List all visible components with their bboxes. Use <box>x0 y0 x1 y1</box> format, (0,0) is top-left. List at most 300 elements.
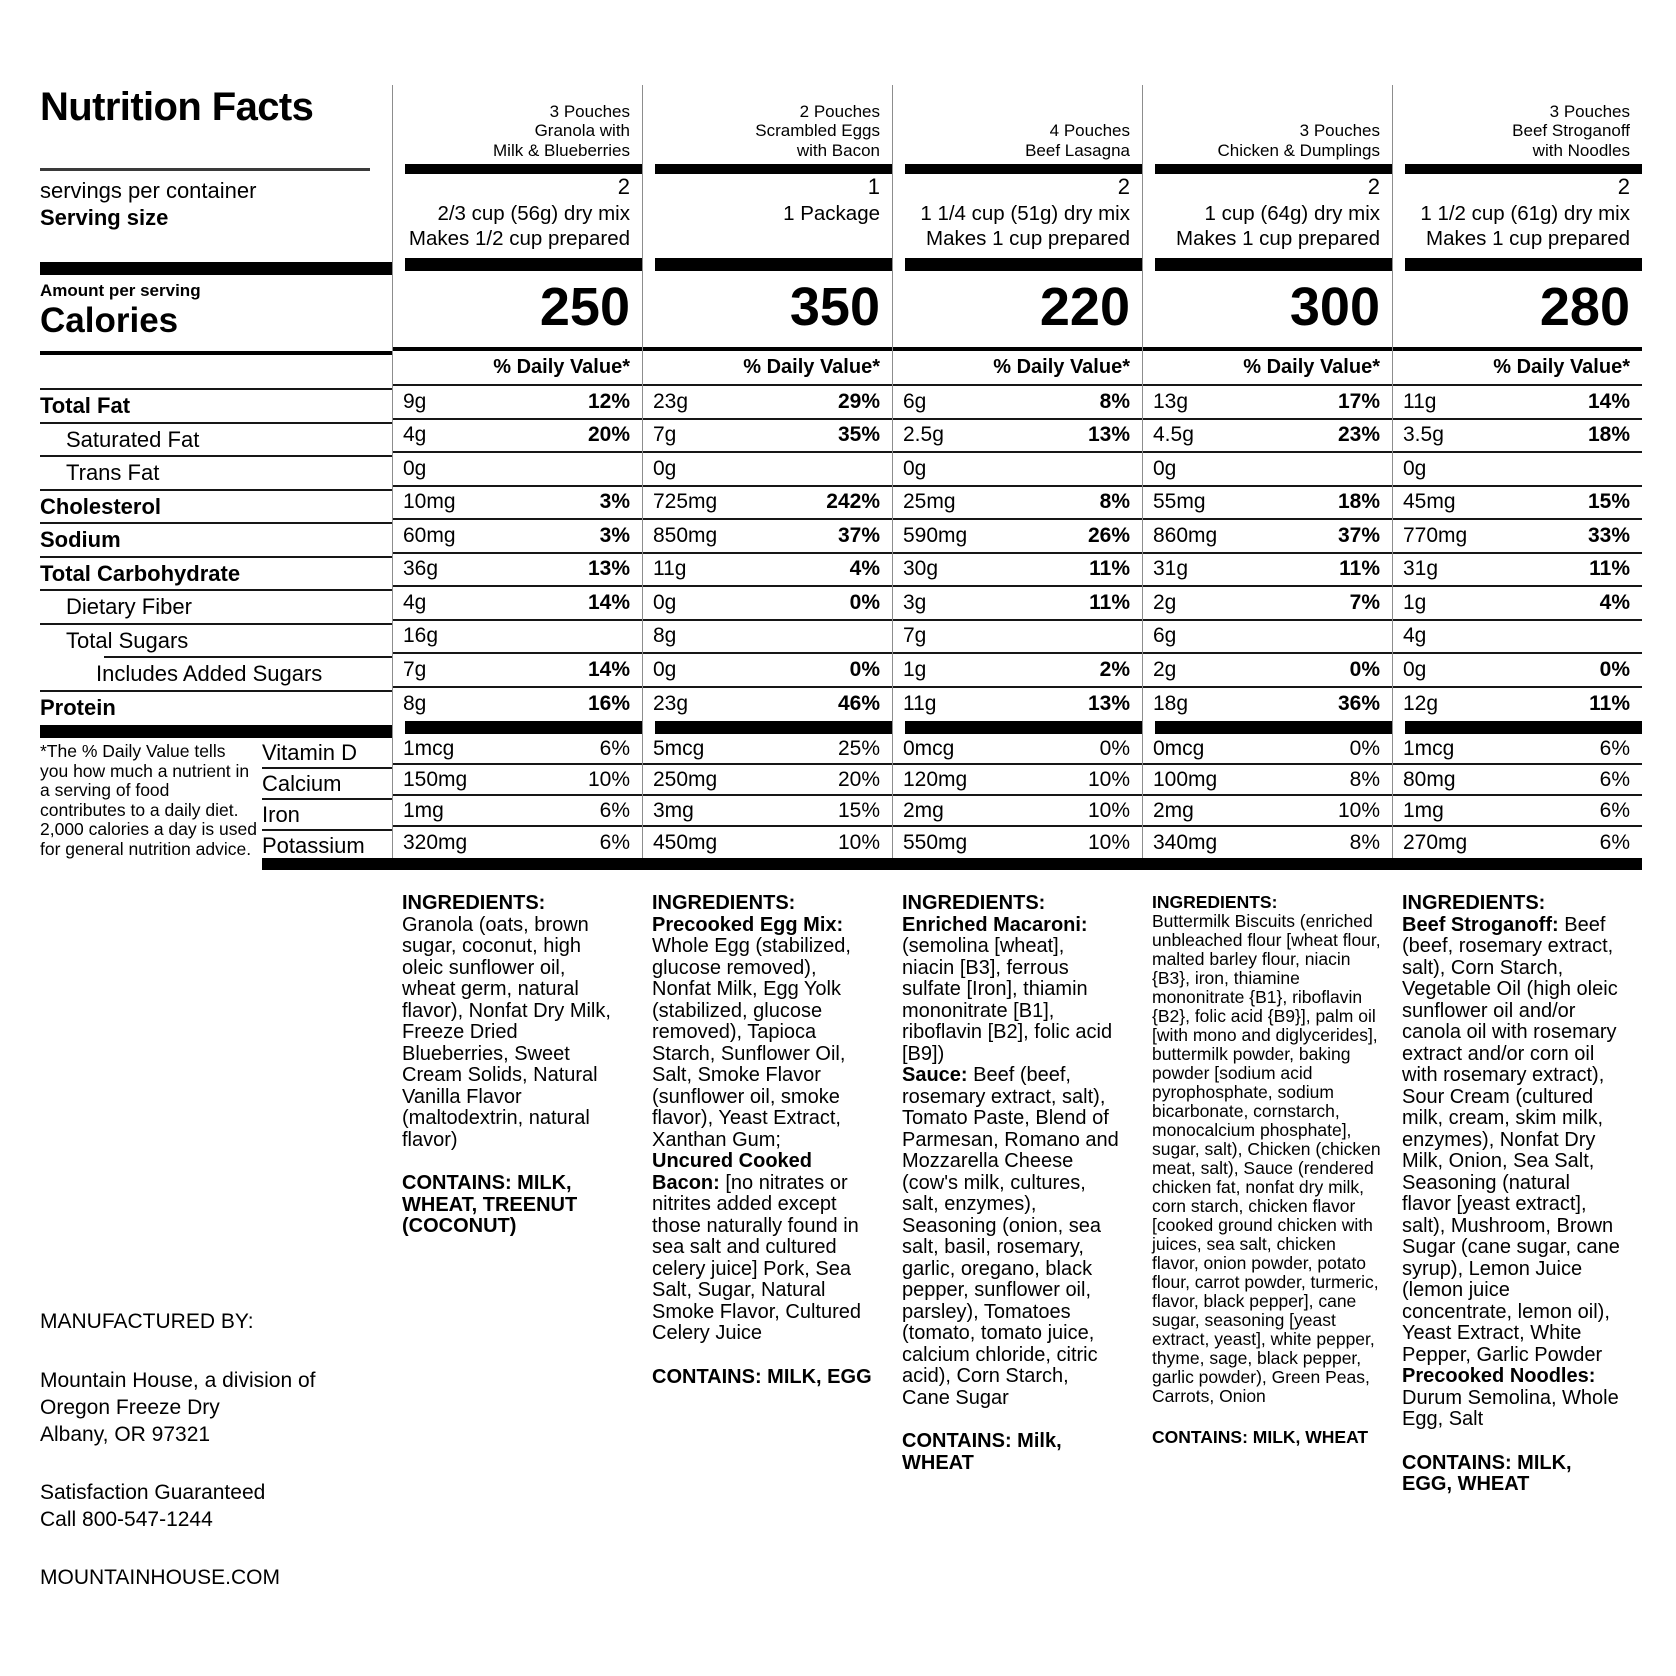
calories-value: 300 <box>1289 277 1380 337</box>
ingredient-list-text: Beef (beef, rosemary extract, salt), Corn Starch, Vegetable Oil (high oleic sunflower oil and/or canola oil with rosemary extract and/or corn oil with rosemary extract), Sour Cream (cultured milk, cream, skim milk, enzymes), Nonfat Dry Milk, Onion, Sea Salt, Seasoning (natural flavor [yeast extract], salt), Mushroom, Brown Sugar (cane sugar, cane syrup), Lemon Juice (lemon juice concentrate, lemon oil), Yeast Extract, White Pepper, Garlic Powder <box>1402 913 1620 1366</box>
product-name-line: 2 Pouches <box>799 101 880 121</box>
ingredients-text <box>902 915 1122 1410</box>
row-vitamin-d <box>1393 734 1642 765</box>
sodium-amount: 770mg <box>1403 523 1468 547</box>
row-total-carbohydrate <box>1143 554 1392 588</box>
product-name-line: Scrambled Eggs <box>755 121 880 140</box>
protein-dv: 13% <box>1087 692 1130 716</box>
vitamin-d-amount: 1mcg <box>1403 736 1455 760</box>
row-total-sugars <box>643 621 892 655</box>
protein-amount: 12g <box>1403 692 1439 716</box>
serving-size-line: Makes 1 cup prepared <box>926 227 1130 250</box>
row-protein <box>643 688 892 722</box>
thick-bar <box>1155 258 1392 271</box>
product-name-line: with Noodles <box>1532 140 1630 160</box>
row-sodium <box>393 520 642 554</box>
allergen-contains: CONTAINS: Milk, WHEAT <box>902 1430 1062 1474</box>
row-iron <box>1143 796 1392 827</box>
total-sugars-amount: 8g <box>653 624 677 648</box>
calories-label: Calories <box>40 301 179 340</box>
row-vitamin-d <box>1143 734 1392 765</box>
trans-fat-amount: 0g <box>903 456 927 480</box>
ingredients-block-beef-stroganoff <box>1392 893 1642 1496</box>
ingredient-list-text: Durum Semolina, Whole Egg, Salt <box>1402 1386 1619 1430</box>
allergen-contains: CONTAINS: MILK, EGG, WHEAT <box>1402 1451 1572 1495</box>
total-fat-dv: 17% <box>1337 389 1380 413</box>
sodium-dv: 26% <box>1087 523 1130 547</box>
row-total-carbohydrate <box>893 554 1142 588</box>
dietary-fiber-amount: 4g <box>403 590 427 614</box>
product-name-line: Granola with <box>534 121 630 140</box>
sodium-amount: 860mg <box>1153 523 1218 547</box>
satisfaction-line: Satisfaction Guaranteed <box>40 1481 266 1504</box>
total-carbohydrate-amount: 31g <box>1153 557 1189 581</box>
cholesterol-dv: 15% <box>1587 490 1630 514</box>
potassium-dv: 6% <box>599 830 630 854</box>
website-link: MOUNTAINHOUSE.COM <box>40 1566 280 1589</box>
nutrient-label-total-carbohydrate: Total Carbohydrate <box>40 558 392 592</box>
product-name-line: 3 Pouches <box>549 101 630 121</box>
product-name <box>393 85 642 164</box>
row-potassium <box>1143 827 1392 858</box>
row-protein <box>893 688 1142 722</box>
nutrition-table <box>40 85 1642 870</box>
iron-dv: 10% <box>1087 798 1130 822</box>
cholesterol-dv: 3% <box>599 490 630 514</box>
product-column-chicken-dumplings <box>1142 85 1392 858</box>
product-name <box>1143 85 1392 164</box>
row-cholesterol <box>393 487 642 521</box>
cholesterol-amount: 55mg <box>1153 490 1206 514</box>
row-calcium <box>643 765 892 796</box>
protein-amount: 23g <box>653 692 689 716</box>
dietary-fiber-amount: 1g <box>1403 590 1427 614</box>
row-total-carbohydrate <box>1393 554 1642 588</box>
row-added-sugars <box>1143 654 1392 688</box>
sodium-amount: 590mg <box>903 523 968 547</box>
total-carbohydrate-dv: 4% <box>849 557 880 581</box>
ingredient-component-heading: Uncured Cooked Bacon: <box>652 1150 813 1194</box>
row-saturated-fat <box>1143 420 1392 454</box>
protein-dv: 16% <box>587 692 630 716</box>
row-protein <box>1143 688 1392 722</box>
thick-bar <box>905 721 1142 734</box>
row-sodium <box>1143 520 1392 554</box>
product-name-line: 3 Pouches <box>1549 101 1630 121</box>
vitamin-d-dv: 6% <box>1599 736 1630 760</box>
saturated-fat-amount: 7g <box>653 423 677 447</box>
dietary-fiber-dv: 4% <box>1599 590 1630 614</box>
servings-count: 2 <box>1617 174 1630 199</box>
iron-dv: 10% <box>1337 798 1380 822</box>
row-added-sugars <box>1393 654 1642 688</box>
row-trans-fat <box>1393 453 1642 487</box>
label-column <box>40 85 392 858</box>
row-potassium <box>893 827 1142 858</box>
header-bar-row <box>643 164 892 174</box>
servings-per-container-label: servings per container <box>40 178 257 203</box>
iron-amount: 3mg <box>653 798 694 822</box>
calories-heading-cell <box>40 275 392 351</box>
potassium-amount: 450mg <box>653 830 718 854</box>
calcium-dv: 8% <box>1349 767 1380 791</box>
row-cholesterol <box>893 487 1142 521</box>
header-bar-row <box>1393 164 1642 174</box>
ingredients-heading: INGREDIENTS: <box>652 892 796 914</box>
calories-value: 280 <box>1539 277 1630 337</box>
row-saturated-fat <box>643 420 892 454</box>
thick-bar <box>1155 164 1392 174</box>
dietary-fiber-dv: 0% <box>849 590 880 614</box>
thick-bar <box>40 262 392 275</box>
daily-value-header-spacer <box>40 355 392 390</box>
serving-size-label: Serving size <box>40 205 169 230</box>
serving-size-line: 1 1/4 cup (51g) dry mix <box>920 202 1130 225</box>
iron-dv: 6% <box>1599 798 1630 822</box>
serving-size-line: 2/3 cup (56g) dry mix <box>437 202 630 225</box>
total-fat-amount: 13g <box>1153 389 1189 413</box>
vitamin-label-potassium: Potassium <box>262 833 365 858</box>
daily-value-header: % Daily Value* <box>1143 351 1392 386</box>
product-column-scrambled-eggs-bacon <box>642 85 892 858</box>
ingredients-block-granola-milk-blueberries <box>392 893 642 1496</box>
potassium-dv: 10% <box>837 830 880 854</box>
cholesterol-amount: 10mg <box>403 490 456 514</box>
saturated-fat-amount: 3.5g <box>1403 423 1444 447</box>
header-bar-row <box>1143 164 1392 174</box>
row-total-fat <box>1393 386 1642 420</box>
nutrient-label-cholesterol: Cholesterol <box>40 491 392 525</box>
ingredient-list-text: Beef (beef, rosemary extract, salt), Tomato Paste, Blend of Parmesan, Romano and Mozzarella Cheese (cow's milk, cultures, salt, enzymes), Seasoning (onion, sea salt, basil, rosemary, garlic, oregano, black pepper, sunflower oil, parsley), Tomatoes (tomato, tomato juice, calcium chloride, citric acid), Corn Starch, Cane Sugar <box>902 1064 1119 1409</box>
ingredients-heading: INGREDIENTS: <box>902 892 1046 914</box>
total-fat-dv: 12% <box>587 389 630 413</box>
total-carbohydrate-amount: 30g <box>903 557 939 581</box>
manufacturer-city: Albany, OR 97321 <box>40 1423 211 1446</box>
added-sugars-dv: 0% <box>1349 657 1380 681</box>
total-fat-amount: 11g <box>1403 389 1437 413</box>
calcium-dv: 6% <box>1599 767 1630 791</box>
row-sodium <box>643 520 892 554</box>
vitamin-d-amount: 0mcg <box>1153 736 1205 760</box>
row-dietary-fiber <box>393 587 642 621</box>
thick-bar <box>1405 164 1642 174</box>
vitamin-label-area <box>40 738 392 862</box>
row-dietary-fiber <box>893 587 1142 621</box>
dietary-fiber-amount: 3g <box>903 590 927 614</box>
row-total-sugars <box>1393 621 1642 655</box>
saturated-fat-dv: 18% <box>1587 423 1630 447</box>
row-potassium <box>393 827 642 858</box>
allergen-contains: CONTAINS: MILK, WHEAT, TREENUT (COCONUT) <box>402 1172 578 1237</box>
potassium-dv: 8% <box>1349 830 1380 854</box>
ingredients-text <box>652 915 872 1345</box>
servings-count: 2 <box>1367 174 1380 199</box>
servings-count: 1 <box>867 174 880 199</box>
protein-thick-bar-row <box>40 725 392 738</box>
vitamin-d-amount: 0mcg <box>903 736 955 760</box>
calories-value: 220 <box>1039 277 1130 337</box>
total-sugars-amount: 16g <box>403 624 439 648</box>
total-carbohydrate-amount: 31g <box>1403 557 1439 581</box>
calcium-amount: 150mg <box>403 767 468 791</box>
thick-bar-row <box>643 721 892 734</box>
row-vitamin-d <box>643 734 892 765</box>
row-protein <box>1393 688 1642 722</box>
product-column-beef-stroganoff <box>1392 85 1642 858</box>
row-cholesterol <box>1393 487 1642 521</box>
nutrient-label-sodium: Sodium <box>40 524 392 558</box>
saturated-fat-amount: 2.5g <box>903 423 944 447</box>
total-carbohydrate-dv: 11% <box>1339 557 1380 581</box>
iron-dv: 6% <box>599 798 630 822</box>
cholesterol-amount: 725mg <box>653 490 718 514</box>
calories-bar-row <box>1393 258 1642 271</box>
potassium-amount: 320mg <box>403 830 468 854</box>
iron-amount: 1mg <box>1403 798 1444 822</box>
potassium-amount: 550mg <box>903 830 968 854</box>
thick-bar <box>1155 721 1392 734</box>
nutrient-label-added-sugars: Includes Added Sugars <box>40 658 392 692</box>
serving-size-line: 1 1/2 cup (61g) dry mix <box>1420 202 1630 225</box>
row-added-sugars <box>893 654 1142 688</box>
title-rule <box>40 168 370 171</box>
row-total-sugars <box>1143 621 1392 655</box>
row-total-fat <box>1143 386 1392 420</box>
vitamin-label-calcium: Calcium <box>262 769 392 800</box>
calories-bar-row <box>40 262 392 275</box>
ingredients-heading: INGREDIENTS: <box>1402 892 1546 914</box>
vitamin-d-dv: 25% <box>837 736 880 760</box>
protein-dv: 36% <box>1337 692 1380 716</box>
row-calcium <box>1393 765 1642 796</box>
row-potassium <box>1393 827 1642 858</box>
row-iron <box>1393 796 1642 827</box>
thick-bar <box>405 721 642 734</box>
thick-bar <box>1405 258 1642 271</box>
manufacturer-block <box>40 1308 316 1591</box>
manufacturer-division: Oregon Freeze Dry <box>40 1396 220 1419</box>
ingredient-component-heading: Sauce: <box>902 1064 968 1086</box>
calcium-dv: 10% <box>1087 767 1130 791</box>
ingredients-block-scrambled-eggs-bacon <box>642 893 892 1496</box>
potassium-dv: 6% <box>1599 830 1630 854</box>
thick-bar <box>1405 721 1642 734</box>
trans-fat-amount: 0g <box>1403 456 1427 480</box>
calcium-dv: 20% <box>837 767 880 791</box>
added-sugars-amount: 0g <box>1403 657 1427 681</box>
row-total-fat <box>393 386 642 420</box>
serving-size <box>893 201 1142 258</box>
sodium-amount: 850mg <box>653 523 718 547</box>
thick-bar <box>40 725 392 738</box>
row-iron <box>643 796 892 827</box>
row-dietary-fiber <box>1393 587 1642 621</box>
row-total-fat <box>893 386 1142 420</box>
thick-bar <box>905 258 1142 271</box>
sodium-dv: 3% <box>599 523 630 547</box>
added-sugars-amount: 0g <box>653 657 677 681</box>
product-name <box>893 85 1142 164</box>
saturated-fat-amount: 4g <box>403 423 427 447</box>
serving-size-line: 1 Package <box>783 202 880 225</box>
nutrient-label-rows <box>40 390 392 725</box>
daily-value-header: % Daily Value* <box>1393 351 1642 386</box>
row-dietary-fiber <box>1143 587 1392 621</box>
thick-bar-row <box>1143 721 1392 734</box>
ingredient-list-text: (semolina [wheat], niacin [B3], ferrous sulfate [Iron], thiamin mononitrate [B1], riboflavin [B2], folic acid [B9]) <box>902 935 1113 1065</box>
saturated-fat-dv: 23% <box>1337 423 1380 447</box>
row-added-sugars <box>643 654 892 688</box>
vitamin-d-amount: 5mcg <box>653 736 705 760</box>
protein-dv: 11% <box>1589 692 1630 716</box>
servings-count: 2 <box>617 174 630 199</box>
calories-bar-row <box>1143 258 1392 271</box>
row-iron <box>893 796 1142 827</box>
satisfaction-block <box>40 1479 316 1533</box>
thick-bar-row <box>1393 721 1642 734</box>
allergen-contains: CONTAINS: MILK, EGG <box>652 1365 872 1388</box>
thick-bar <box>655 721 892 734</box>
row-iron <box>393 796 642 827</box>
thick-bar <box>405 164 642 174</box>
amount-per-serving-label: Amount per serving <box>40 281 201 300</box>
trans-fat-amount: 0g <box>403 456 427 480</box>
calories-value: 350 <box>789 277 880 337</box>
saturated-fat-dv: 20% <box>587 423 630 447</box>
daily-value-header: % Daily Value* <box>393 351 642 386</box>
product-name <box>1393 85 1642 164</box>
row-vitamin-d <box>893 734 1142 765</box>
saturated-fat-dv: 13% <box>1087 423 1130 447</box>
cholesterol-dv: 18% <box>1337 490 1380 514</box>
nutrient-label-trans-fat: Trans Fat <box>40 457 392 491</box>
cholesterol-amount: 25mg <box>903 490 956 514</box>
vitamin-label-vitamin-d: Vitamin D <box>262 738 392 769</box>
potassium-dv: 10% <box>1087 830 1130 854</box>
thick-bar-row <box>393 721 642 734</box>
saturated-fat-amount: 4.5g <box>1153 423 1194 447</box>
allergen-contains: CONTAINS: MILK, WHEAT <box>1152 1427 1369 1447</box>
total-fat-dv: 14% <box>1587 389 1630 413</box>
row-calcium <box>1143 765 1392 796</box>
dietary-fiber-dv: 7% <box>1349 590 1380 614</box>
serving-size-line: 1 cup (64g) dry mix <box>1204 202 1380 225</box>
trans-fat-amount: 0g <box>653 456 677 480</box>
daily-value-footnote: *The % Daily Value tells you how much a nutrient in a serving of food contributes to a daily diet. 2,000 calories a day is used for general nutrition advice. <box>40 741 257 859</box>
protein-amount: 8g <box>403 692 427 716</box>
manufactured-by-heading: MANUFACTURED BY: <box>40 1310 254 1333</box>
header-bar-row <box>893 164 1142 174</box>
protein-amount: 11g <box>903 692 937 716</box>
ingredient-list-text: Whole Egg (stabilized, glucose removed), Nonfat Milk, Egg Yolk (stabilized, glucose removed), Tapioca Starch, Sunflower Oil, Salt, Smoke Flavor (sunflower oil, smoke flavor), Yeast Extract, Xanthan Gum; <box>652 935 851 1151</box>
cholesterol-dv: 242% <box>826 490 880 514</box>
row-vitamin-d <box>393 734 642 765</box>
nutrient-label-dietary-fiber: Dietary Fiber <box>40 591 392 625</box>
row-trans-fat <box>893 453 1142 487</box>
iron-amount: 1mg <box>403 798 444 822</box>
calories-value: 250 <box>539 277 630 337</box>
calcium-dv: 10% <box>587 767 630 791</box>
vitamin-d-dv: 0% <box>1099 736 1130 760</box>
potassium-amount: 270mg <box>1403 830 1468 854</box>
serving-size-line: Makes 1 cup prepared <box>1426 227 1630 250</box>
thick-bar <box>405 258 642 271</box>
nutrition-facts-title: Nutrition Facts <box>40 85 314 129</box>
protein-dv: 46% <box>837 692 880 716</box>
row-potassium <box>643 827 892 858</box>
ingredient-component-heading: Enriched Macaroni: <box>902 913 1088 936</box>
row-saturated-fat <box>893 420 1142 454</box>
iron-amount: 2mg <box>903 798 944 822</box>
sodium-dv: 33% <box>1587 523 1630 547</box>
thick-bar <box>905 164 1142 174</box>
ingredients-text <box>1402 915 1622 1431</box>
phone-line: Call 800-547-1244 <box>40 1508 213 1531</box>
manufacturer-address-block <box>40 1367 316 1448</box>
added-sugars-dv: 0% <box>1599 657 1630 681</box>
potassium-amount: 340mg <box>1153 830 1218 854</box>
calories-bar-row <box>643 258 892 271</box>
ingredient-component-heading: Precooked Noodles: <box>1402 1365 1596 1387</box>
thick-bar <box>655 258 892 271</box>
row-sodium <box>1393 520 1642 554</box>
calories-bar-row <box>393 258 642 271</box>
iron-dv: 15% <box>837 798 880 822</box>
table-bottom-bar <box>262 858 1642 870</box>
product-name-line: Beef Stroganoff <box>1512 121 1630 140</box>
total-carbohydrate-dv: 13% <box>587 557 630 581</box>
row-total-carbohydrate <box>393 554 642 588</box>
total-fat-amount: 9g <box>403 389 427 413</box>
product-name-line: Chicken & Dumplings <box>1217 140 1380 160</box>
serving-size <box>1143 201 1392 258</box>
row-cholesterol <box>643 487 892 521</box>
product-name-line: with Bacon <box>796 140 880 160</box>
added-sugars-dv: 14% <box>587 657 630 681</box>
vitamin-d-amount: 1mcg <box>403 736 455 760</box>
dietary-fiber-dv: 14% <box>587 590 630 614</box>
row-trans-fat <box>643 453 892 487</box>
manufacturer-company: Mountain House, a division of <box>40 1369 316 1392</box>
row-sodium <box>893 520 1142 554</box>
cholesterol-amount: 45mg <box>1403 490 1456 514</box>
daily-value-header: % Daily Value* <box>643 351 892 386</box>
added-sugars-amount: 1g <box>903 657 927 681</box>
added-sugars-dv: 2% <box>1099 657 1130 681</box>
row-calcium <box>393 765 642 796</box>
daily-value-header: % Daily Value* <box>893 351 1142 386</box>
nutrient-label-total-fat: Total Fat <box>40 390 392 424</box>
serving-size <box>643 201 892 258</box>
nutrient-label-total-sugars: Total Sugars <box>40 625 392 659</box>
calcium-amount: 80mg <box>1403 767 1456 791</box>
dietary-fiber-amount: 2g <box>1153 590 1177 614</box>
total-carbohydrate-dv: 11% <box>1089 557 1130 581</box>
product-column-granola-milk-blueberries <box>392 85 642 858</box>
row-total-carbohydrate <box>643 554 892 588</box>
serving-size <box>1393 201 1642 258</box>
total-fat-amount: 23g <box>653 389 689 413</box>
vitamin-label-iron: Iron <box>262 800 392 831</box>
row-dietary-fiber <box>643 587 892 621</box>
row-total-sugars <box>393 621 642 655</box>
ingredients-text <box>1152 912 1384 1406</box>
row-saturated-fat <box>1393 420 1642 454</box>
ingredients-block-beef-lasagna <box>892 893 1142 1496</box>
total-sugars-amount: 6g <box>1153 624 1177 648</box>
cholesterol-dv: 8% <box>1099 490 1130 514</box>
nutrient-label-saturated-fat: Saturated Fat <box>40 424 392 458</box>
